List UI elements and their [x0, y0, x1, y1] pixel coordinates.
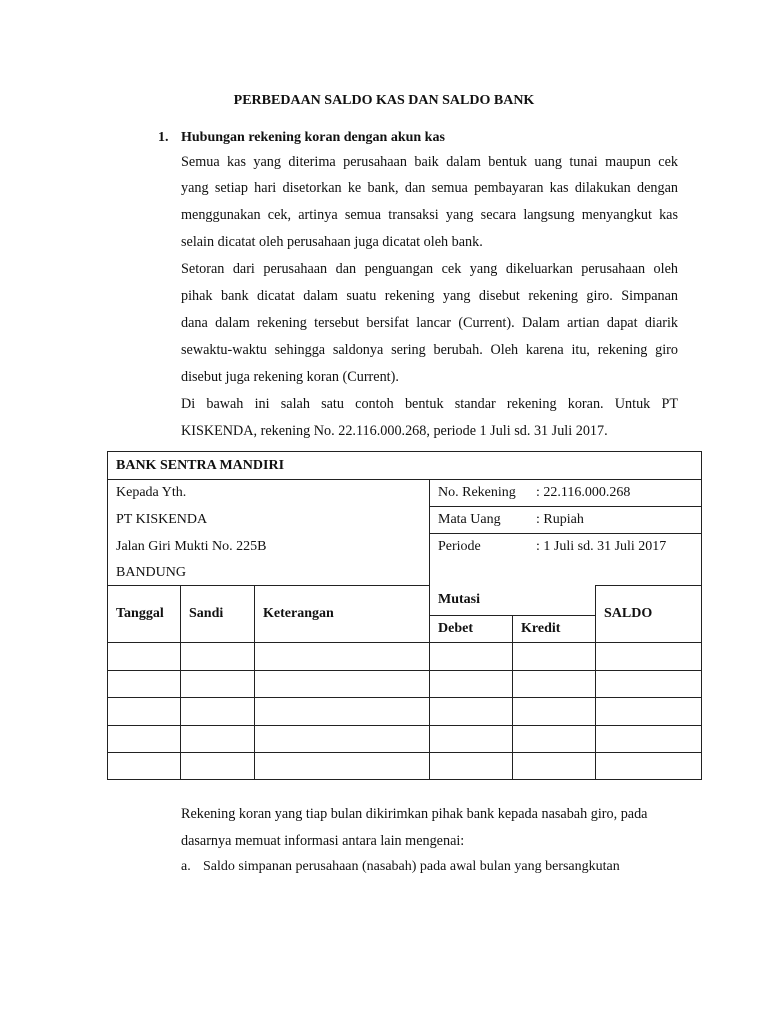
account-value: : 22.116.000.268: [536, 485, 631, 500]
column-header-kredit: Kredit: [513, 616, 596, 643]
paragraph-line: disebut juga rekening koran (Current).: [181, 369, 399, 385]
recipient-city: BANDUNG: [108, 561, 430, 586]
column-header-sandi: Sandi: [181, 586, 255, 643]
currency-row: [430, 507, 702, 534]
paragraph-line: Rekening koran yang tiap bulan dikirimkan pihak bank kepada nasabah giro, pada: [181, 806, 648, 822]
recipient-company: PT KISKENDA: [108, 507, 430, 534]
section-number: 1.: [158, 130, 169, 145]
table-row: [108, 643, 702, 671]
paragraph-line: Setoran dari perusahaan dan penguangan cek yang dikeluarkan perusahaan oleh: [181, 261, 678, 277]
column-header-saldo: SALDO: [596, 586, 702, 643]
column-header-tanggal: Tanggal: [108, 586, 181, 643]
recipient-address: Jalan Giri Mukti No. 225B: [108, 534, 430, 561]
table-row: [108, 698, 702, 726]
account-label: No. Rekening: [438, 485, 516, 500]
column-header-debet: Debet: [430, 616, 513, 643]
period-row: [430, 534, 702, 561]
currency-value: : Rupiah: [536, 512, 584, 527]
paragraph-line: yang setiap hari disetorkan ke bank, dan semua pembayaran kas dilakukan dengan: [181, 180, 678, 196]
paragraph-line: pihak bank dicatat dalam suatu rekening yang disebut rekening giro. Simpanan: [181, 288, 678, 304]
paragraph-line: dasarnya memuat informasi antara lain mengenai:: [181, 833, 465, 849]
list-item-marker: a.: [181, 859, 191, 874]
page-title: PERBEDAAN SALDO KAS DAN SALDO BANK: [233, 93, 535, 108]
section-heading: Hubungan rekening koran dengan akun kas: [181, 130, 445, 145]
bank-statement-table: [107, 451, 702, 780]
table-row: [108, 671, 702, 698]
table-row: [108, 726, 702, 753]
column-header-keterangan: Keterangan: [255, 586, 430, 643]
paragraph-line: selain dicatat oleh perusahaan juga dicatat oleh bank.: [181, 234, 483, 250]
list-item: Saldo simpanan perusahaan (nasabah) pada awal bulan yang bersangkutan: [203, 859, 620, 874]
paragraph-line: menggunakan cek, artinya semua transaksi yang secara langsung menyangkut kas: [181, 207, 678, 223]
account-number-row: [430, 480, 702, 507]
period-row-spacer: [430, 561, 702, 586]
recipient-salutation: Kepada Yth.: [108, 480, 430, 507]
paragraph-line: Di bawah ini salah satu contoh bentuk standar rekening koran. Untuk PT: [181, 396, 678, 412]
paragraph-line: sewaktu-waktu sehingga saldonya sering berubah. Oleh karena itu, rekening giro: [181, 342, 678, 358]
table-row: [108, 753, 702, 780]
paragraph-line: dana dalam rekening tersebut bersifat lancar (Current). Dalam artian dapat diarik: [181, 315, 678, 331]
bank-name: BANK SENTRA MANDIRI: [108, 452, 702, 480]
currency-label: Mata Uang: [438, 512, 501, 527]
period-label: Periode: [438, 539, 481, 555]
period-value: : 1 Juli sd. 31 Juli 2017: [536, 539, 667, 555]
column-header-mutasi: Mutasi: [430, 586, 596, 616]
paragraph-line: Semua kas yang diterima perusahaan baik dalam bentuk uang tunai maupun cek: [181, 154, 678, 170]
paragraph-line: KISKENDA, rekening No. 22.116.000.268, periode 1 Juli sd. 31 Juli 2017.: [181, 423, 608, 439]
